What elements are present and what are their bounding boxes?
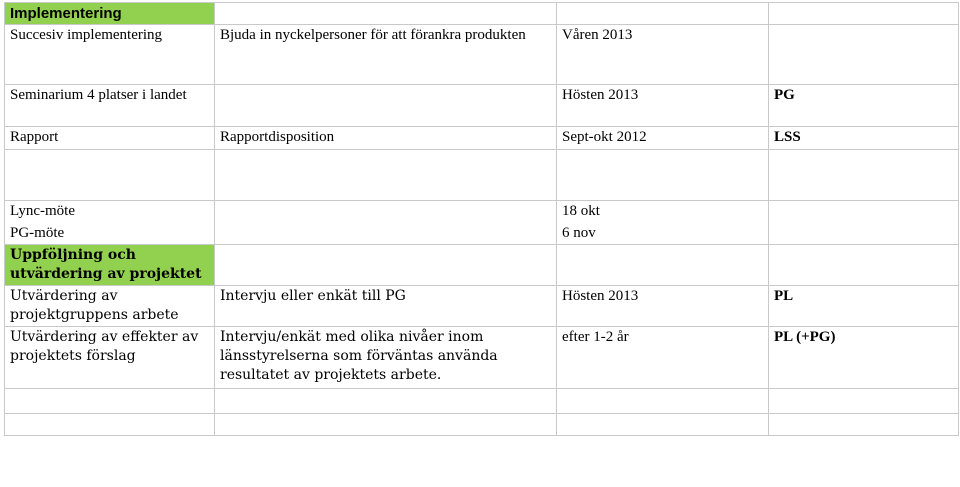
table-row [5, 245, 959, 286]
table-row [5, 201, 959, 245]
table-cell [769, 3, 959, 25]
time-cell [557, 286, 769, 327]
time-cell [557, 25, 769, 85]
responsible-cell [769, 25, 959, 85]
activity-cell [5, 201, 215, 245]
time-text: Sept-okt 2012 [562, 129, 647, 145]
responsible-cell [769, 327, 959, 389]
section-header-uppfoljning [5, 245, 215, 286]
table-cell [5, 150, 215, 201]
table-cell [769, 414, 959, 436]
time-text: 18 okt [562, 203, 600, 219]
table-cell [215, 389, 557, 414]
activity-text: Seminarium 4 platser i landet [10, 87, 187, 103]
method-text: Intervju eller enkät till PG [220, 288, 406, 304]
time-text: Hösten 2013 [562, 87, 639, 103]
activity-text: Succesiv implementering [10, 27, 163, 43]
activity-cell [5, 286, 215, 327]
section-title: Implementering [10, 5, 122, 22]
time-text: Våren 2013 [562, 27, 633, 43]
activity-cell [5, 127, 215, 150]
activity-text: Utvärdering av effekter av projektets förslag [10, 329, 199, 364]
table-cell [5, 389, 215, 414]
method-text: Intervju/enkät med olika nivåer inom länsstyrelserna som förväntas använda resultatet av projektets arbete. [220, 329, 498, 383]
table-cell [215, 245, 557, 286]
table-row [5, 85, 959, 127]
time-text: 6 nov [562, 225, 596, 241]
method-cell [215, 85, 557, 127]
table-row [5, 127, 959, 150]
table-cell [557, 245, 769, 286]
responsible-cell [769, 127, 959, 150]
table-cell [557, 389, 769, 414]
activity-text: Rapport [10, 129, 59, 145]
table-cell [215, 414, 557, 436]
method-cell [215, 327, 557, 389]
time-cell [557, 327, 769, 389]
table-row [5, 3, 959, 25]
table-row [5, 286, 959, 327]
method-cell [215, 127, 557, 150]
method-text: Rapportdisposition [220, 129, 335, 145]
method-text: Bjuda in nyckelpersoner för att förankra produkten [220, 27, 526, 43]
method-cell [215, 286, 557, 327]
table-cell [215, 150, 557, 201]
table-row [5, 327, 959, 389]
table-cell [769, 150, 959, 201]
table-row [5, 25, 959, 85]
table-row [5, 389, 959, 414]
activity-text: PG-möte [10, 225, 65, 241]
time-text: efter 1-2 år [562, 329, 629, 345]
responsible-text: PG [774, 87, 795, 103]
time-text: Hösten 2013 [562, 288, 639, 304]
responsible-text: LSS [774, 129, 801, 145]
section-title: Uppföljning och utvärdering av projektet [10, 247, 202, 282]
responsible-cell [769, 85, 959, 127]
table-cell [5, 414, 215, 436]
activity-text: Lync-möte [10, 203, 75, 219]
table-row [5, 414, 959, 436]
method-cell [215, 25, 557, 85]
activity-cell [5, 85, 215, 127]
table-row [5, 150, 959, 201]
responsible-text: PL [774, 288, 794, 304]
table-cell [557, 150, 769, 201]
table-cell [769, 245, 959, 286]
section-header-implementering [5, 3, 215, 25]
time-cell [557, 201, 769, 245]
responsible-cell [769, 286, 959, 327]
table-cell [769, 389, 959, 414]
activity-cell [5, 327, 215, 389]
time-cell [557, 85, 769, 127]
table-cell [557, 414, 769, 436]
table-cell [557, 3, 769, 25]
responsible-cell [769, 201, 959, 245]
time-cell [557, 127, 769, 150]
table-cell [215, 3, 557, 25]
project-plan-table [4, 2, 959, 436]
method-cell [215, 201, 557, 245]
activity-text: Utvärdering av projektgruppens arbete [10, 288, 179, 323]
responsible-text: PL (+PG) [774, 329, 836, 345]
activity-cell [5, 25, 215, 85]
